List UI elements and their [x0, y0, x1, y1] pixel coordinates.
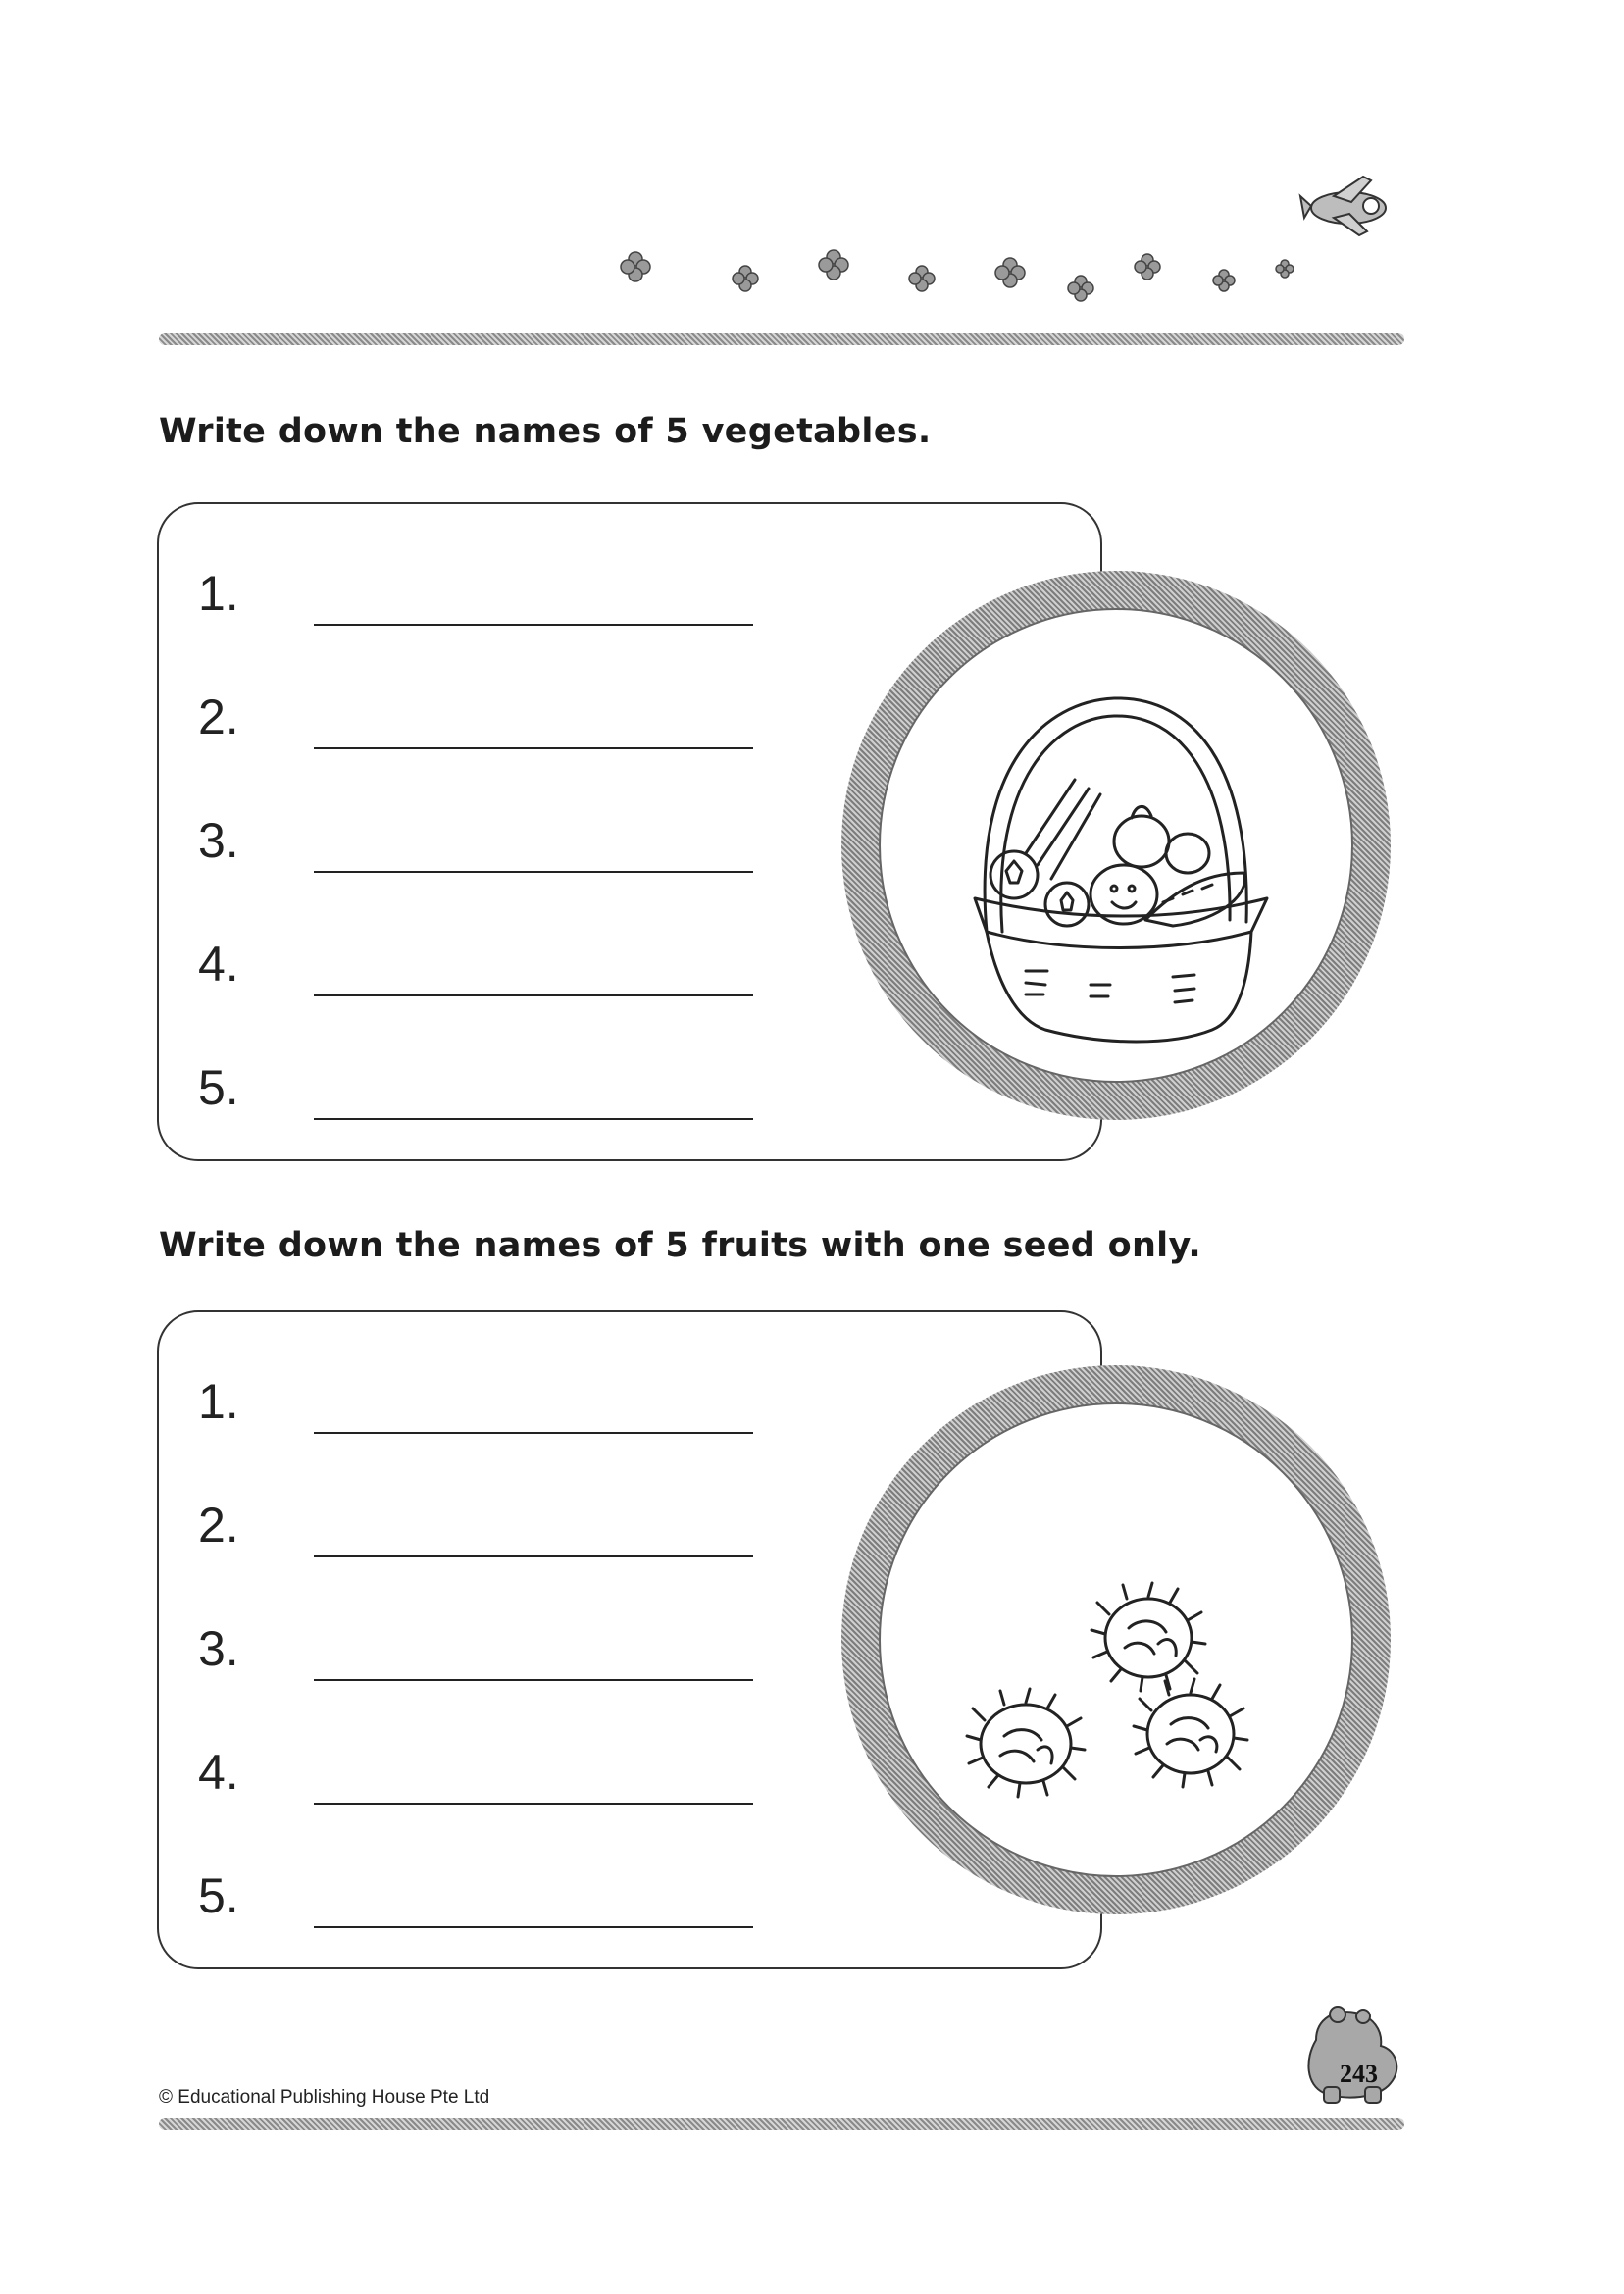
answer-row	[198, 1603, 728, 1681]
top-divider	[159, 333, 1404, 345]
item-number: 1.	[198, 566, 239, 621]
hippo-mascot-icon	[1294, 2001, 1412, 2109]
item-number: 5.	[198, 1060, 239, 1115]
answer-line[interactable]	[314, 1926, 753, 1928]
answer-row	[198, 1355, 728, 1434]
item-number: 2.	[198, 689, 239, 744]
answer-row	[198, 918, 728, 996]
answer-line[interactable]	[314, 1555, 753, 1557]
flower-trail-decoration	[608, 206, 1314, 314]
item-number: 3.	[198, 1621, 239, 1676]
bottom-divider	[159, 2118, 1404, 2130]
answer-row	[198, 671, 728, 749]
answer-line	[314, 1118, 753, 1120]
answer-line[interactable]	[314, 1432, 753, 1434]
item-number: 5.	[198, 1868, 239, 1923]
answer-line[interactable]	[314, 1679, 753, 1681]
answer-row	[198, 1479, 728, 1557]
answer-line[interactable]	[314, 747, 753, 749]
answer-line[interactable]	[314, 994, 753, 996]
item-number: 1.	[198, 1374, 239, 1429]
vegetable-basket-icon	[879, 608, 1353, 1083]
copyright-notice: © Educational Publishing House Pte Ltd	[159, 2087, 490, 2108]
answer-row	[198, 794, 728, 873]
item-number: 4.	[198, 937, 239, 992]
item-number: 2.	[198, 1498, 239, 1553]
item-number: 3.	[198, 813, 239, 868]
answer-row	[198, 1850, 728, 1928]
answer-line[interactable]	[314, 1803, 753, 1805]
answer-line[interactable]	[314, 871, 753, 873]
answer-row	[198, 1042, 728, 1120]
question-1-prompt: Write down the names of 5 vegetables.	[159, 412, 932, 451]
question-2-prompt: Write down the names of 5 fruits with one seed only.	[159, 1226, 1201, 1265]
rambutan-icon	[879, 1402, 1353, 1877]
page-number: 243	[1340, 2060, 1378, 2088]
answer-line[interactable]	[314, 624, 753, 626]
item-number: 4.	[198, 1745, 239, 1800]
answer-row	[198, 547, 728, 626]
answer-row	[198, 1726, 728, 1805]
rambutan-illustration-frame	[841, 1365, 1391, 1914]
vegetable-illustration-frame	[841, 571, 1391, 1120]
